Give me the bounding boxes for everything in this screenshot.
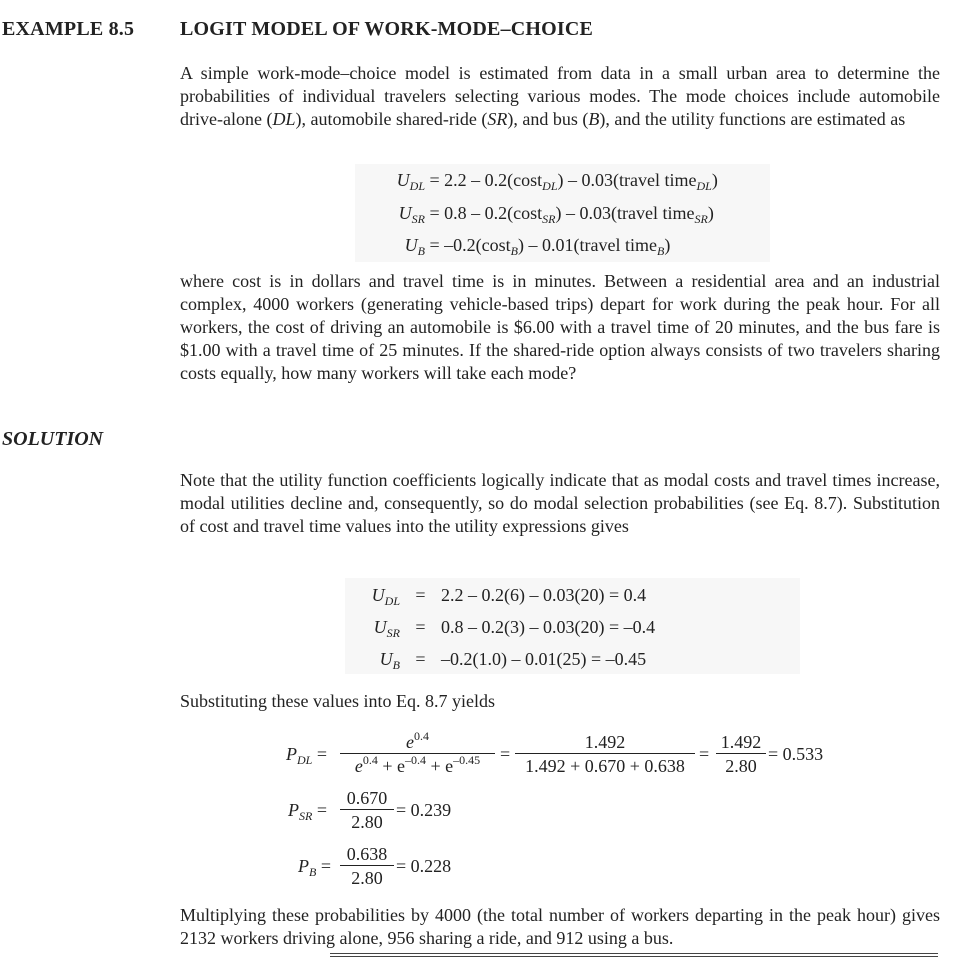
p-dl-fraction-1: $\frac{e^{0.4}}{e^{0.4} + e^{-0.4} + e^{-0.45}}$ [340,732,495,777]
end-rule-bottom [330,956,938,957]
p-dl-fraction-3: $\frac{1.492}{2.80}$ [716,732,766,777]
p-dl-equals-1: = [500,744,511,764]
solution-paragraph-2: Substituting these values into Eq. 8.7 yields [180,691,495,711]
p-dl-fraction-2: $\frac{1.492}{1.492 + 0.670 + 0.638}$ [515,732,695,777]
p-sr-fraction: $\frac{0.670}{2.80}$ [340,788,394,833]
example-label: EXAMPLE 8.5 [2,18,135,40]
p-b-result: = 0.228 [396,856,452,876]
problem-statement: A simple work-mode–choice model is estimated from data in a small urban area to determine the probabilities of individual travelers selecting various modes. The mode choices include automobile drive-alone (DL), automobile shared-ride (SR), and bus (B), and the utility functions are estimated as [180,63,940,129]
example-title: LOGIT MODEL OF WORK-MODE–CHOICE [180,18,594,40]
utility-eq-sr: $U_{SR} = 0.8 - 0.2(\cos t_{SR})$ – 0.03(travel time$_{SR}$) [398,203,714,226]
substituted-eq-sr: $U_{SR} = 0.8 - 0.2(3) - 0.03(20) = -0.4$ [373,617,656,640]
p-sr-label: $P_{SR}$ = [288,800,327,823]
substituted-eq-b: $U_B = -0.2(1.0) - 0.01(25) = -0.45$ [379,649,647,672]
utility-eq-b: $U_B = -0.2(\cos t_B)$ – 0.01(travel time$_B$) [404,235,671,258]
solution-paragraph-1: Note that the utility function coefficients logically indicate that as modal costs and travel times increase, modal utilities decline and, consequently, so do modal selection probabilities (see Eq. 8.7). Substitution of cost and travel time values into the utility expressions gives [180,470,940,536]
solution-paragraph-3: Multiplying these probabilities by 4000 (the total number of workers departing in the peak hour) gives 2132 workers driving alone, 956 sharing a ride, and 912 using a bus. [180,905,940,948]
end-rule-top [330,953,938,954]
p-dl-label: $P_{DL}$ = [286,744,327,767]
problem-continuation: where cost is in dollars and travel time is in minutes. Between a residential area and an industrial complex, 4000 workers (generating vehicle-based trips) depart for work during the peak hour. For all workers, the cost of driving an automobile is $6.00 with a travel time of 20 minutes, and the bus fare is $1.00 with a travel time of 25 minutes. If the shared-ride option always consists of two travelers sharing costs equally, how many workers will take each mode? [180,271,940,383]
p-sr-result: = 0.239 [396,800,452,820]
utility-eq-dl: $U_{DL} = 2.2 - 0.2(\cos t_{DL})$ – 0.03(travel time$_{DL}$) [396,170,718,193]
substituted-eq-dl: $U_{DL} = 2.2 - 0.2(6) - 0.03(20) = 0.4$ [371,585,647,608]
p-b-label: $P_B$ = [298,856,331,879]
p-dl-equals-2: = [699,744,710,764]
p-b-fraction: $\frac{0.638}{2.80}$ [340,844,394,889]
solution-label: SOLUTION [2,428,104,450]
p-dl-result: = 0.533 [768,744,824,764]
